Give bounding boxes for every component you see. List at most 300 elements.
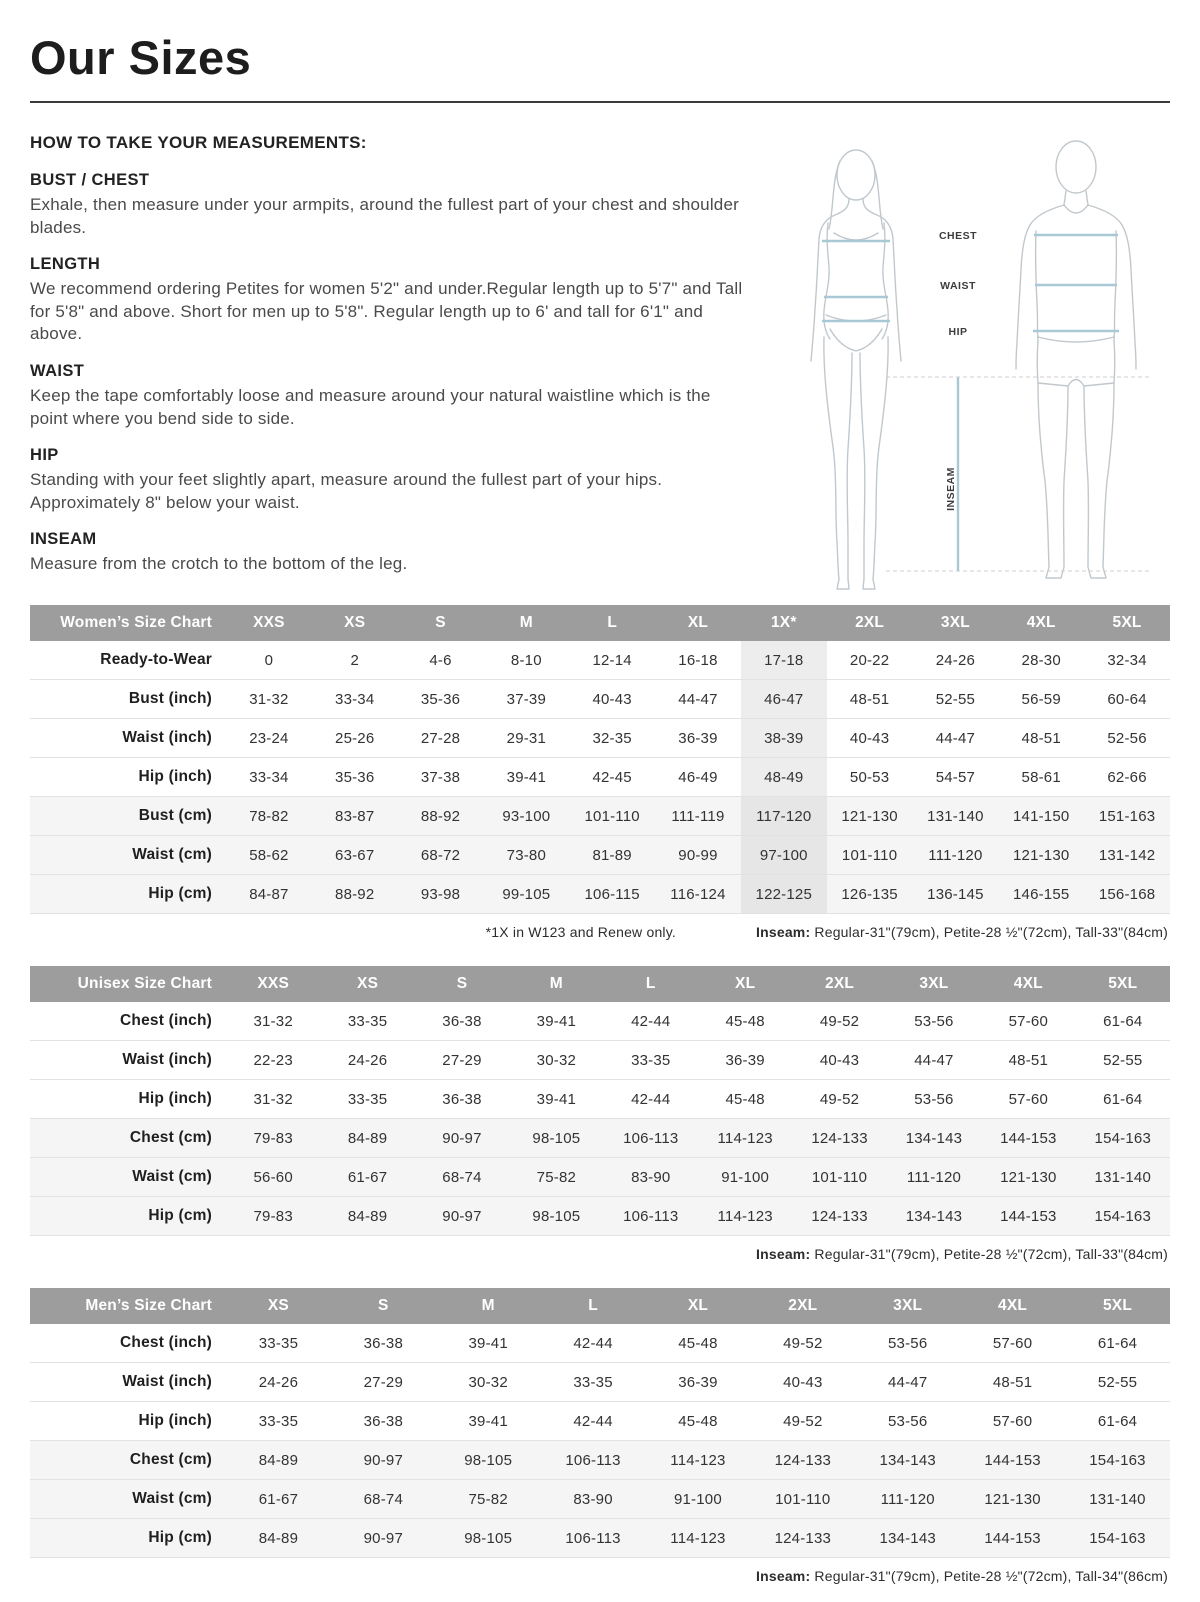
size-cell: 48-51	[1021, 729, 1061, 747]
size-column-header: 3XL	[855, 1288, 960, 1324]
size-cell: 42-44	[631, 1090, 671, 1108]
size-cell: 144-153	[984, 1529, 1041, 1547]
size-row	[30, 719, 1170, 758]
size-chart-header-row	[30, 605, 1170, 641]
figure-label-chest: CHEST	[938, 230, 977, 242]
size-cell: 75-82	[468, 1490, 508, 1508]
size-cell: 45-48	[678, 1412, 718, 1430]
size-row-label: Waist (inch)	[122, 1051, 212, 1068]
size-cell: 32-35	[592, 729, 632, 747]
size-cell: 154-163	[1094, 1207, 1151, 1225]
size-cell: 42-44	[631, 1012, 671, 1030]
size-row-label: Waist (cm)	[132, 1490, 212, 1507]
size-cell: 45-48	[725, 1012, 765, 1030]
size-cell: 25-26	[335, 729, 375, 747]
size-cell: 63-67	[335, 846, 375, 864]
size-column-header: L	[569, 605, 655, 641]
title-divider	[30, 101, 1170, 103]
size-row-label: Hip (cm)	[148, 1529, 212, 1546]
size-cell: 37-39	[506, 690, 547, 708]
size-row-label: Waist (cm)	[132, 1168, 212, 1185]
size-cell: 101-110	[841, 846, 898, 864]
size-row	[30, 836, 1170, 875]
size-row-label: Hip (inch)	[138, 768, 212, 785]
size-cell: 122-125	[741, 875, 827, 914]
size-cell: 98-105	[464, 1451, 513, 1469]
size-cell: 144-153	[1000, 1207, 1057, 1225]
size-cell: 40-43	[819, 1051, 860, 1069]
size-cell: 57-60	[992, 1412, 1033, 1430]
size-cell: 68-72	[420, 846, 461, 864]
section-length	[30, 255, 745, 346]
size-row	[30, 797, 1170, 836]
measurement-instructions	[30, 133, 765, 592]
size-cell: 101-110	[811, 1168, 868, 1186]
size-cell: 114-123	[670, 1529, 726, 1547]
size-cell: 36-38	[363, 1412, 403, 1430]
size-column-header: 2XL	[792, 966, 886, 1002]
size-cell: 154-163	[1089, 1451, 1146, 1469]
section-title: BUST / CHEST	[30, 171, 150, 189]
size-column-header: XL	[698, 966, 792, 1002]
size-cell: 131-140	[1094, 1168, 1151, 1186]
howto-heading: HOW TO TAKE YOUR MEASUREMENTS:	[30, 133, 367, 152]
size-cell: 146-155	[1012, 885, 1070, 903]
size-cell: 68-74	[363, 1490, 403, 1508]
size-cell: 61-64	[1097, 1334, 1138, 1352]
man-figure	[1016, 141, 1136, 578]
size-cell: 52-56	[1107, 729, 1147, 747]
size-cell: 141-150	[1012, 807, 1070, 825]
size-cell: 106-115	[584, 885, 640, 903]
mens-table-footnotes	[30, 1568, 1170, 1584]
size-cell: 121-130	[841, 807, 898, 825]
size-row	[30, 1402, 1170, 1441]
inseam-footnote-label: Inseam:	[756, 924, 811, 940]
size-row	[30, 1363, 1170, 1402]
size-cell: 56-59	[1021, 690, 1061, 708]
size-cell: 57-60	[1008, 1090, 1048, 1108]
size-row	[30, 1441, 1170, 1480]
figure-label-waist: WAIST	[939, 280, 976, 292]
size-cell: 48-51	[1008, 1051, 1048, 1069]
size-cell: 36-38	[442, 1012, 482, 1030]
size-column-header: 4XL	[981, 966, 1075, 1002]
size-cell: 124-133	[811, 1129, 868, 1147]
size-column-header: 2XL	[827, 605, 913, 641]
size-cell: 8-10	[510, 651, 542, 669]
size-cell: 17-18	[741, 641, 827, 680]
size-cell: 49-52	[783, 1334, 823, 1352]
size-cell: 144-153	[1000, 1129, 1057, 1147]
mens-size-chart-section	[30, 1288, 1170, 1584]
size-row-label: Hip (inch)	[138, 1412, 212, 1429]
size-row-label: Hip (cm)	[148, 1207, 212, 1224]
size-cell: 121-130	[984, 1490, 1041, 1508]
size-column-header: 3XL	[887, 966, 981, 1002]
size-column-header: 3XL	[913, 605, 999, 641]
size-column-header: 1X*	[741, 605, 827, 641]
section-hip	[30, 446, 745, 514]
size-cell: 27-29	[363, 1373, 403, 1391]
size-cell: 144-153	[984, 1451, 1041, 1469]
size-chart-header-row	[30, 1288, 1170, 1324]
section-body: Standing with your feet slightly apart, measure around the fullest part of your hips. Approximately 8" below your waist.	[30, 470, 663, 512]
size-cell: 48-51	[992, 1373, 1033, 1391]
size-cell: 53-56	[914, 1090, 954, 1108]
size-cell: 79-83	[253, 1207, 293, 1225]
size-cell: 124-133	[774, 1451, 832, 1469]
size-row-label: Waist (inch)	[122, 1373, 212, 1390]
size-cell: 101-110	[584, 807, 640, 825]
inseam-footnote-label: Inseam:	[756, 1246, 811, 1262]
size-cell: 99-105	[502, 885, 551, 903]
size-cell: 49-52	[819, 1012, 860, 1030]
size-cell: 44-47	[678, 690, 718, 708]
size-cell: 111-119	[671, 807, 725, 825]
inseam-footnote-text: Regular-31"(79cm), Petite-28 ½"(72cm), Tall-33"(84cm)	[810, 924, 1168, 940]
size-cell: 33-35	[258, 1412, 299, 1430]
size-cell: 45-48	[725, 1090, 765, 1108]
size-cell: 90-99	[678, 846, 718, 864]
size-row	[30, 1041, 1170, 1080]
size-row	[30, 1519, 1170, 1558]
figure-label-inseam: INSEAM	[944, 467, 957, 511]
size-cell: 36-38	[442, 1090, 482, 1108]
section-body: Exhale, then measure under your armpits, around the fullest part of your chest and shoulder blades.	[30, 195, 739, 237]
size-cell: 111-120	[880, 1490, 935, 1508]
size-row-label: Chest (cm)	[129, 1451, 212, 1468]
size-cell: 151-163	[1098, 807, 1156, 825]
size-cell: 58-61	[1021, 768, 1061, 786]
size-cell: 52-55	[1103, 1051, 1143, 1069]
size-cell: 98-105	[464, 1529, 513, 1547]
size-row	[30, 1158, 1170, 1197]
size-cell: 39-41	[506, 768, 547, 786]
size-row-label: Hip (inch)	[138, 1090, 212, 1107]
section-title: HIP	[30, 446, 59, 465]
size-column-header: S	[398, 605, 484, 641]
size-cell: 114-123	[717, 1129, 773, 1147]
size-column-header: XS	[226, 1288, 331, 1324]
size-cell: 42-44	[573, 1334, 613, 1352]
size-cell: 116-124	[670, 885, 726, 903]
size-cell: 53-56	[888, 1412, 928, 1430]
size-cell: 40-43	[592, 690, 632, 708]
size-column-header: L	[604, 966, 698, 1002]
size-cell: 61-67	[347, 1168, 388, 1186]
size-chart-title: Men’s Size Chart	[30, 1288, 226, 1324]
size-cell: 83-90	[573, 1490, 613, 1508]
size-cell: 131-140	[927, 807, 984, 825]
size-cell: 36-39	[678, 729, 718, 747]
size-cell: 121-130	[1012, 846, 1070, 864]
section-bust-chest	[30, 171, 745, 239]
size-column-header: S	[415, 966, 509, 1002]
size-cell: 42-44	[573, 1412, 613, 1430]
size-column-header: 5XL	[1065, 1288, 1170, 1324]
size-cell: 134-143	[879, 1529, 936, 1547]
size-cell: 40-43	[783, 1373, 823, 1391]
size-cell: 32-34	[1107, 651, 1147, 669]
section-title: LENGTH	[30, 255, 101, 274]
size-cell: 31-32	[253, 1012, 293, 1030]
size-cell: 42-45	[592, 768, 632, 786]
size-cell: 33-34	[335, 690, 375, 708]
size-cell: 79-83	[253, 1129, 293, 1147]
size-cell: 49-52	[819, 1090, 860, 1108]
measurement-figure-illustration	[768, 125, 1168, 595]
size-cell: 20-22	[849, 651, 890, 669]
size-column-header: 5XL	[1076, 966, 1170, 1002]
size-cell: 53-56	[914, 1012, 954, 1030]
size-column-header: 5XL	[1084, 605, 1170, 641]
section-inseam	[30, 530, 745, 576]
size-cell: 106-113	[565, 1529, 621, 1547]
size-cell: 54-57	[935, 768, 976, 786]
size-column-header: S	[331, 1288, 436, 1324]
section-title: INSEAM	[30, 530, 97, 549]
size-chart-title: Women’s Size Chart	[30, 605, 226, 641]
size-cell: 28-30	[1021, 651, 1061, 669]
size-row	[30, 1480, 1170, 1519]
size-cell: 52-55	[935, 690, 976, 708]
size-row-label: Bust (inch)	[128, 690, 212, 707]
size-cell: 83-87	[335, 807, 375, 825]
size-cell: 84-89	[347, 1207, 388, 1225]
size-cell: 33-35	[631, 1051, 671, 1069]
size-cell: 33-35	[347, 1090, 388, 1108]
size-column-header: L	[541, 1288, 646, 1324]
size-cell: 68-74	[442, 1168, 482, 1186]
size-cell: 57-60	[1008, 1012, 1048, 1030]
size-cell: 24-26	[935, 651, 976, 669]
size-cell: 90-97	[363, 1451, 403, 1469]
size-cell: 84-87	[249, 885, 289, 903]
figure-label-hip: HIP	[947, 326, 968, 338]
size-cell: 36-39	[678, 1373, 718, 1391]
size-cell: 39-41	[468, 1412, 508, 1430]
size-cell: 30-32	[468, 1373, 508, 1391]
size-cell: 38-39	[741, 719, 827, 758]
size-cell: 48-49	[741, 758, 827, 797]
size-row-label: Waist (inch)	[122, 729, 212, 746]
size-cell: 35-36	[335, 768, 375, 786]
size-column-header: 2XL	[750, 1288, 855, 1324]
size-cell: 93-98	[420, 885, 461, 903]
section-body: Keep the tape comfortably loose and measure around your natural waistline which is the point where you bend side to side.	[30, 386, 711, 428]
woman-figure	[811, 150, 901, 589]
section-waist	[30, 362, 745, 430]
size-cell: 75-82	[536, 1168, 577, 1186]
size-cell: 37-38	[420, 768, 461, 786]
size-cell: 52-55	[1097, 1373, 1138, 1391]
size-cell: 50-53	[849, 768, 890, 786]
size-cell: 57-60	[992, 1334, 1033, 1352]
section-body: We recommend ordering Petites for women 5'2" and under.Regular length up to 5'7" and Tall for 5'8" and above. Short for men up to 5'8". Regular length up to 6' and tall for 6'1" and above.	[30, 279, 743, 344]
size-chart-header-row	[30, 966, 1170, 1002]
section-title: WAIST	[30, 362, 85, 381]
size-cell: 39-41	[536, 1012, 577, 1030]
size-cell: 61-64	[1097, 1412, 1138, 1430]
size-row	[30, 1002, 1170, 1041]
size-cell: 22-23	[253, 1051, 293, 1069]
size-cell: 24-26	[347, 1051, 388, 1069]
size-cell: 2	[350, 651, 359, 669]
size-cell: 134-143	[905, 1207, 963, 1225]
size-cell: 101-110	[775, 1490, 831, 1508]
size-cell: 61-64	[1103, 1090, 1143, 1108]
size-row-label: Ready-to-Wear	[100, 651, 212, 668]
size-cell: 114-123	[717, 1207, 773, 1225]
size-cell: 106-113	[565, 1451, 621, 1469]
inseam-footnote-text: Regular-31"(79cm), Petite-28 ½"(72cm), Tall-34"(86cm)	[810, 1568, 1168, 1584]
size-cell: 136-145	[927, 885, 984, 903]
size-cell: 40-43	[849, 729, 890, 747]
size-cell: 12-14	[592, 651, 632, 669]
size-cell: 0	[264, 651, 274, 669]
size-cell: 33-35	[347, 1012, 388, 1030]
size-row-label: Waist (cm)	[132, 846, 212, 863]
size-cell: 97-100	[741, 836, 827, 875]
size-cell: 39-41	[536, 1090, 577, 1108]
size-row	[30, 680, 1170, 719]
size-column-header: 4XL	[998, 605, 1084, 641]
size-cell: 58-62	[249, 846, 289, 864]
unisex-size-chart-section	[30, 966, 1170, 1262]
size-cell: 154-163	[1089, 1529, 1146, 1547]
size-cell: 88-92	[335, 885, 375, 903]
size-cell: 84-89	[258, 1529, 299, 1547]
size-cell: 106-113	[623, 1129, 679, 1147]
size-cell: 35-36	[420, 690, 461, 708]
size-cell: 78-82	[249, 807, 289, 825]
size-cell: 49-52	[783, 1412, 823, 1430]
size-column-header: M	[436, 1288, 541, 1324]
size-cell: 16-18	[678, 651, 718, 669]
mens-size-table	[30, 1288, 1170, 1558]
womens-size-chart-section	[30, 605, 1170, 940]
intro-section	[30, 133, 1170, 595]
size-cell: 23-24	[249, 729, 289, 747]
size-row	[30, 1197, 1170, 1236]
size-row-label: Bust (cm)	[138, 807, 212, 824]
size-cell: 83-90	[631, 1168, 671, 1186]
size-cell: 88-92	[420, 807, 461, 825]
size-cell: 134-143	[905, 1129, 963, 1147]
size-cell: 30-32	[536, 1051, 577, 1069]
size-cell: 124-133	[811, 1207, 868, 1225]
size-cell: 36-39	[725, 1051, 765, 1069]
size-cell: 61-64	[1103, 1012, 1143, 1030]
size-cell: 84-89	[347, 1129, 388, 1147]
page-title: Our Sizes	[30, 31, 252, 84]
size-cell: 33-35	[573, 1373, 613, 1391]
size-cell: 98-105	[532, 1129, 581, 1147]
size-cell: 36-38	[363, 1334, 403, 1352]
size-cell: 124-133	[774, 1529, 832, 1547]
size-cell: 111-120	[928, 846, 983, 864]
size-cell: 98-105	[532, 1207, 581, 1225]
size-cell: 31-32	[253, 1090, 293, 1108]
size-cell: 46-47	[741, 680, 827, 719]
inseam-guides	[886, 377, 1152, 571]
size-cell: 46-49	[678, 768, 718, 786]
size-chart-title: Unisex Size Chart	[30, 966, 226, 1002]
size-cell: 44-47	[914, 1051, 954, 1069]
size-column-header: XL	[646, 1288, 751, 1324]
unisex-inseam-footnote	[756, 1246, 1168, 1262]
size-cell: 33-35	[258, 1334, 299, 1352]
size-cell: 4-6	[429, 651, 452, 669]
size-cell: 53-56	[888, 1334, 928, 1352]
unisex-size-table	[30, 966, 1170, 1236]
womens-1x-footnote: *1X in W123 and Renew only.	[485, 924, 676, 940]
size-row	[30, 758, 1170, 797]
size-cell: 45-48	[678, 1334, 718, 1352]
size-cell: 91-100	[721, 1168, 770, 1186]
size-column-header: XXS	[226, 966, 320, 1002]
size-cell: 33-34	[249, 768, 289, 786]
unisex-table-footnotes	[30, 1246, 1170, 1262]
size-column-header: XS	[320, 966, 414, 1002]
size-row-label: Hip (cm)	[148, 885, 212, 902]
size-cell: 29-31	[506, 729, 547, 747]
size-cell: 93-100	[502, 807, 551, 825]
size-row	[30, 875, 1170, 914]
size-cell: 27-29	[442, 1051, 482, 1069]
size-cell: 134-143	[879, 1451, 936, 1469]
size-cell: 90-97	[363, 1529, 403, 1547]
size-cell: 90-97	[442, 1129, 482, 1147]
size-row	[30, 1324, 1170, 1363]
size-cell: 60-64	[1107, 690, 1147, 708]
size-cell: 48-51	[849, 690, 890, 708]
inseam-footnote-label: Inseam:	[756, 1568, 811, 1584]
figure-panel	[765, 125, 1170, 595]
size-row-label: Chest (inch)	[120, 1334, 212, 1351]
womens-inseam-footnote	[756, 924, 1168, 940]
size-column-header: M	[483, 605, 569, 641]
size-cell: 154-163	[1094, 1129, 1151, 1147]
size-cell: 56-60	[253, 1168, 293, 1186]
size-cell: 27-28	[420, 729, 461, 747]
size-cell: 84-89	[258, 1451, 299, 1469]
size-row-label: Chest (inch)	[120, 1012, 212, 1029]
inseam-footnote-text: Regular-31"(79cm), Petite-28 ½"(72cm), Tall-33"(84cm)	[810, 1246, 1168, 1262]
section-body: Measure from the crotch to the bottom of the leg.	[30, 554, 408, 574]
size-column-header: XL	[655, 605, 741, 641]
size-cell: 126-135	[841, 885, 898, 903]
size-cell: 111-120	[906, 1168, 962, 1186]
size-cell: 73-80	[506, 846, 547, 864]
size-row-label: Chest (cm)	[129, 1129, 212, 1146]
size-column-header: XXS	[226, 605, 312, 641]
size-cell: 90-97	[442, 1207, 482, 1225]
size-column-header: M	[509, 966, 603, 1002]
size-cell: 131-140	[1089, 1490, 1146, 1508]
size-cell: 44-47	[935, 729, 976, 747]
size-cell: 91-100	[673, 1490, 722, 1508]
size-cell: 156-168	[1098, 885, 1156, 903]
size-cell: 114-123	[670, 1451, 726, 1469]
womens-table-footnotes	[30, 924, 1170, 940]
mens-inseam-footnote	[756, 1568, 1168, 1584]
size-cell: 61-67	[258, 1490, 299, 1508]
size-cell: 106-113	[623, 1207, 679, 1225]
size-row	[30, 641, 1170, 680]
size-cell: 131-142	[1098, 846, 1156, 864]
